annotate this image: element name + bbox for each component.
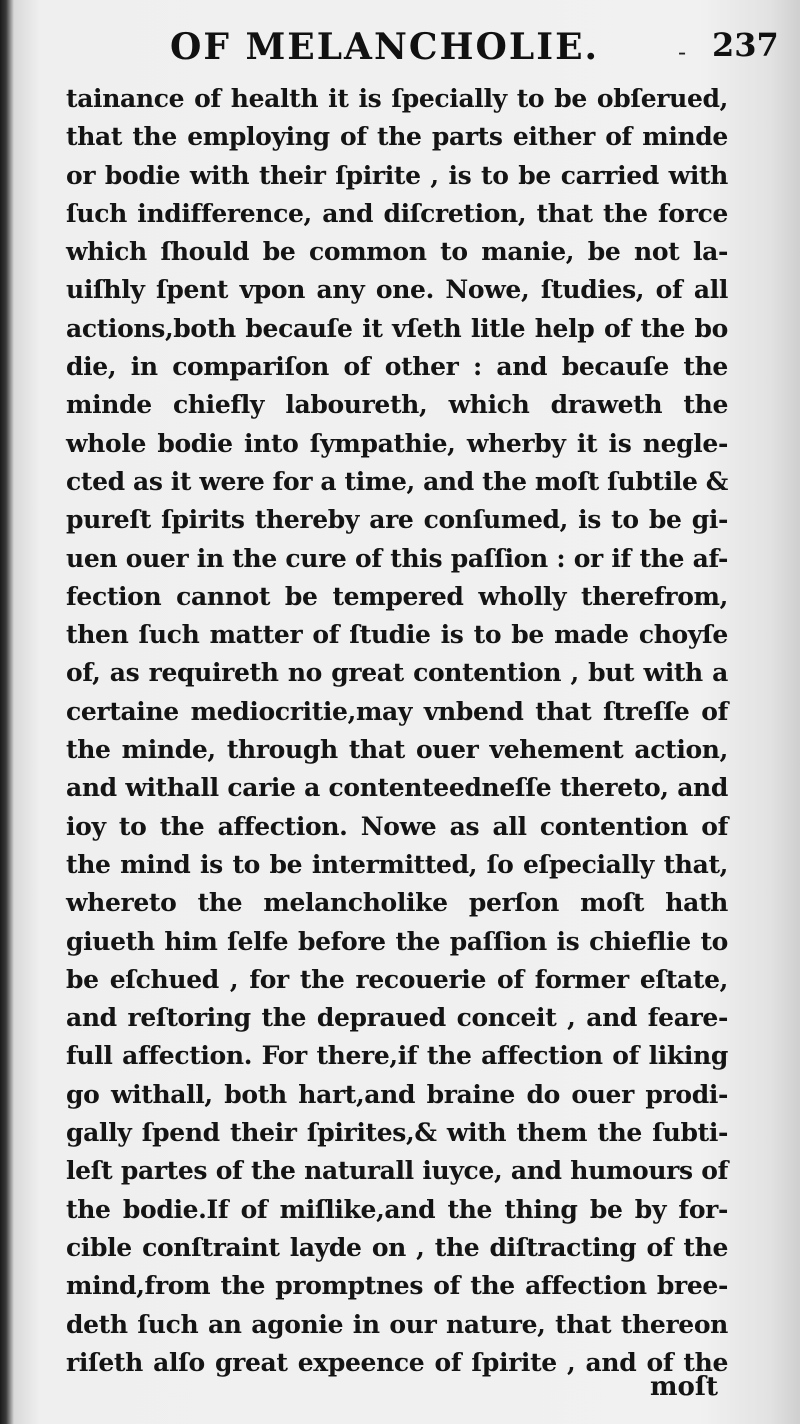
- text-line: pureſt ſpirits thereby are conſumed, is to be gi-: [66, 505, 728, 535]
- text-line: ſuch indifference, and diſcretion, that the force: [66, 198, 728, 228]
- running-head: OF MELANCHOLIE.: [170, 26, 600, 68]
- text-line: mind,from the promptnes of the affection bree-: [66, 1271, 728, 1301]
- text-line: be eſchued , for the recouerie of former eſtate,: [66, 964, 728, 994]
- header-dash: -: [678, 38, 687, 66]
- text-line: fection cannot be tempered wholly therefrom,: [66, 581, 728, 611]
- text-line: cted as it were for a time, and the moſt ſubtile &: [66, 466, 728, 496]
- body-text: [66, 80, 728, 1382]
- text-line: ioy to the affection. Nowe as all contention of: [66, 811, 728, 841]
- catchword: moſt: [650, 1372, 719, 1402]
- page-number: 237: [712, 26, 779, 64]
- text-line: the minde, through that ouer vehement action,: [66, 735, 728, 765]
- text-line: tainance of health it is ſpecially to be obſerued,: [66, 84, 728, 113]
- text-line: the bodie.If of miſlike,and the thing be by for-: [66, 1194, 728, 1224]
- text-line: or bodie with their ſpirite , is to be carried with: [66, 160, 728, 190]
- text-line: and withall carie a contenteedneſſe thereto, and: [66, 773, 728, 803]
- text-line: the mind is to be intermitted, ſo eſpecially that,: [66, 849, 728, 879]
- page-header: [60, 22, 779, 74]
- text-line: that the employing of the parts either of minde: [66, 122, 728, 152]
- text-line: whole bodie into ſympathie, wherby it is negle-: [66, 428, 728, 458]
- text-line: of, as requireth no great contention , but with a: [66, 658, 728, 688]
- text-line: and reſtoring the depraued conceit , and feare-: [66, 1003, 728, 1033]
- text-line: giueth him ſelfe before the paſſion is chieflie to: [66, 926, 728, 956]
- text-line: uen ouer in the cure of this paſſion : or if the af-: [66, 543, 728, 573]
- text-line: actions,both becauſe it vſeth litle help of the bo: [66, 313, 728, 343]
- text-line: go withall, both hart,and braine do ouer prodi-: [66, 1079, 728, 1109]
- text-line: cible conſtraint layde on , the diſtracting of the: [66, 1232, 728, 1262]
- text-line: which ſhould be common to manie, be not la-: [66, 237, 728, 267]
- text-line: minde chiefly laboureth, which draweth the: [66, 390, 728, 420]
- text-line: whereto the melancholike perſon moſt hath: [66, 888, 728, 918]
- text-line: then ſuch matter of ſtudie is to be made choyſe: [66, 620, 728, 650]
- text-line: gally ſpend their ſpirites,& with them the ſubti-: [66, 1118, 728, 1148]
- text-line: certaine mediocritie,may vnbend that ſtreſſe of: [66, 696, 728, 726]
- text-line: full affection. For there,if the affection of liking: [66, 1041, 728, 1071]
- text-line: uiſhly ſpent vpon any one. Nowe, ſtudies, of all: [66, 275, 728, 305]
- text-line: riſeth alſo great expeence of ſpirite , and of the: [66, 1347, 728, 1377]
- text-line: deth ſuch an agonie in our nature, that thereon: [66, 1309, 728, 1339]
- text-line: die, in compariſon of other : and becauſe the: [66, 352, 728, 382]
- text-line: leſt partes of the naturall iuyce, and humours of: [66, 1156, 728, 1186]
